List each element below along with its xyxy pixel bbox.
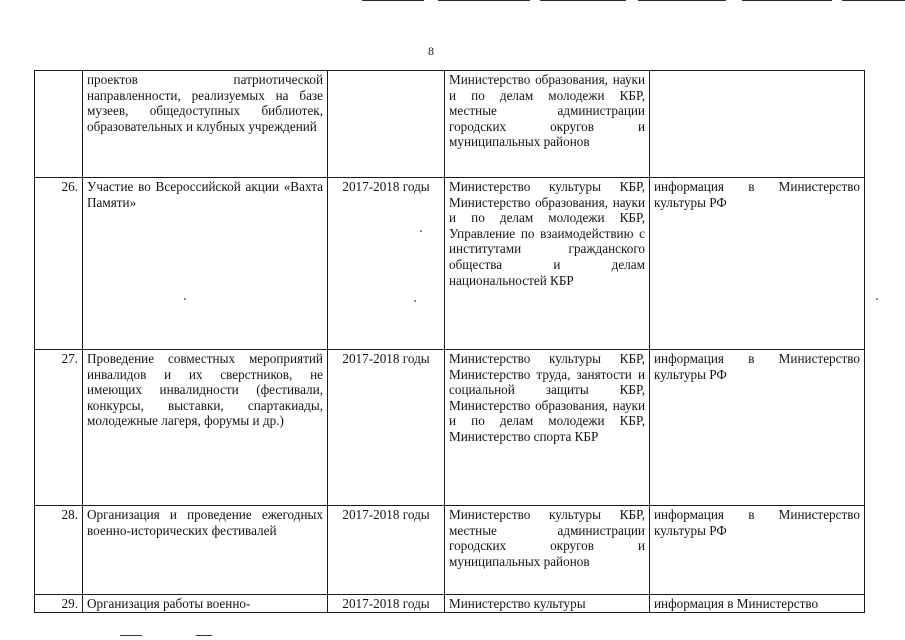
executors-cell: Министерство культуры КБР, Министерство труда, занятости и социальной защиты КБР, Министерство образования, науки и по делам молодежи КБР, Министерство спорта КБР xyxy=(445,350,650,506)
scan-artifact-mark xyxy=(196,635,212,636)
row-number: 28. xyxy=(35,506,83,595)
executors-cell: Министерство образования, науки и по делам молодежи КБР, местные администрации городских округов и муниципальных районов xyxy=(445,71,650,178)
scan-speck xyxy=(420,230,422,232)
period-cell: 2017-2018 годы xyxy=(328,350,445,506)
table-row xyxy=(35,71,865,178)
result-cell: информация в Министерство культуры РФ xyxy=(650,506,865,595)
result-cell xyxy=(650,71,865,178)
scan-artifact-line xyxy=(638,0,726,1)
executors-cell: Министерство культуры КБР, местные администрации городских округов и муниципальных районов xyxy=(445,506,650,595)
period-cell: 2017-2018 годы xyxy=(328,595,445,613)
scan-artifact-mark xyxy=(120,635,142,636)
scan-artifact-line xyxy=(362,0,424,1)
result-cell: информация в Министерство xyxy=(650,595,865,613)
scan-artifact-line xyxy=(540,0,626,1)
measures-table xyxy=(34,70,865,613)
event-cell: Участие во Всероссийской акции «Вахта Памяти» xyxy=(83,178,328,350)
executors-cell: Министерство культуры xyxy=(445,595,650,613)
scan-speck xyxy=(876,298,878,300)
row-number: 29. xyxy=(35,595,83,613)
row-number: 27. xyxy=(35,350,83,506)
table-row xyxy=(35,595,865,613)
scan-artifact-line xyxy=(742,0,832,1)
event-cell: Организация работы военно- xyxy=(83,595,328,613)
result-cell: информация в Министерство культуры РФ xyxy=(650,350,865,506)
table-row xyxy=(35,350,865,506)
table-row xyxy=(35,178,865,350)
page-number: 8 xyxy=(428,44,434,58)
row-number xyxy=(35,71,83,178)
event-cell: Организация и проведение ежегодных военно-исторических фестивалей xyxy=(83,506,328,595)
period-cell: 2017-2018 годы xyxy=(328,178,445,350)
scan-artifact-line xyxy=(438,0,530,1)
period-cell xyxy=(328,71,445,178)
executors-cell: Министерство культуры КБР, Министерство образования, науки и по делам молодежи КБР, Управление по взаимодействию с институтами гражданского общества и делам национальностей КБР xyxy=(445,178,650,350)
row-number: 26. xyxy=(35,178,83,350)
table-row xyxy=(35,506,865,595)
period-cell: 2017-2018 годы xyxy=(328,506,445,595)
scan-speck xyxy=(414,300,416,302)
event-cell: Проведение совместных мероприятий инвалидов и их сверстников, не имеющих инвалидности (фестивали, конкурсы, выставки, спартакиады, молодежные лагеря, форумы и др.) xyxy=(83,350,328,506)
result-cell: информация в Министерство культуры РФ xyxy=(650,178,865,350)
scan-artifact-line xyxy=(842,0,905,1)
event-cell: проектов патриотической направленности, реализуемых на базе музеев, общедоступных библиотек, образовательных и клубных учреждений xyxy=(83,71,328,178)
scan-speck xyxy=(184,298,186,300)
